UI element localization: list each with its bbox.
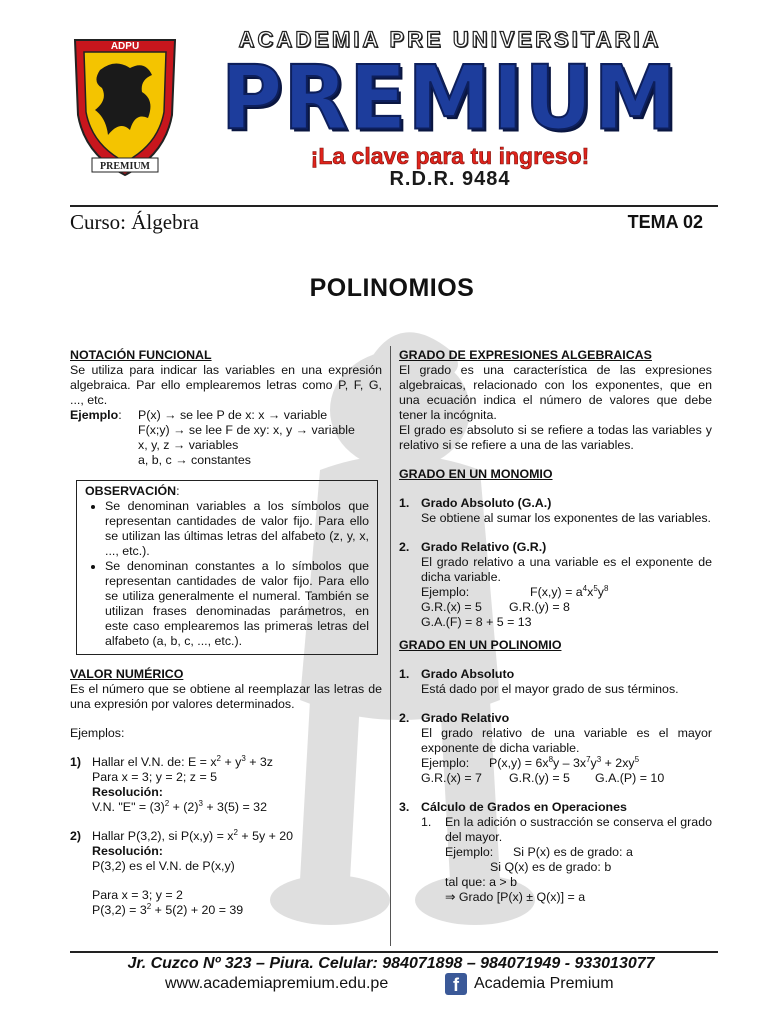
example-2: 2) Hallar P(3,2), si $P(x,y) = x^2 + 5y + 20$ Resolución: P(3,2) es el V.N. de P(x,y) Para x = 3; y = 2 $P(3,2) = 3^2 + 5(2) + 20 = 39$ bbox=[70, 827, 294, 917]
mono-2-text: El grado relativo a una variable es el exponente de dicha variable. bbox=[421, 555, 712, 584]
ejemplo-block: Ejemplo: P(x) → se lee P de x: x → variable F(x;y) → se lee F de xy: x, y → variable x, y, z → variables a, b, c → constantes bbox=[70, 408, 355, 467]
course-label: Curso: Álgebra bbox=[70, 210, 199, 234]
polinomio-item-3: 3. Cálculo de Grados en Operaciones 1. En la adición o sustracción se conserva el grado del mayor. Ejemplo: Si P(x) es de grado: a Si Q(x) es de grado: b tal que: a > b ⇒ Grado [P(x) ± Q(x)] = a bbox=[399, 800, 712, 904]
mono-1-title: Grado Absoluto (G.A.) bbox=[421, 496, 552, 510]
polinomio-item-1: 1. Grado Absoluto Está dado por el mayor grado de sus términos. bbox=[399, 667, 712, 697]
resolucion-label: Resolución bbox=[92, 785, 159, 799]
poli-3-title: Cálculo de Grados en Operaciones bbox=[421, 800, 627, 814]
notacion-text: Se utiliza para indicar las variables en una expresión algebraica. Par ello emplearemos letras como P, F, G, ..., etc. bbox=[70, 363, 382, 407]
ex2-values: Para x = 3; y = 2 bbox=[92, 888, 183, 902]
poli-3-p: Si P(x) es de grado: a bbox=[513, 845, 633, 859]
poli-2-title: Grado Relativo bbox=[421, 711, 510, 725]
obs-heading: OBSERVACIÓN bbox=[85, 484, 177, 498]
monomio-item-1: 1. Grado Absoluto (G.A.) Se obtiene al sumar los exponentes de las variables. bbox=[399, 496, 711, 525]
resolucion-label: Resolución bbox=[92, 844, 159, 858]
ex2-statement: Hallar P(3,2), si P(x,y) = x bbox=[92, 829, 234, 843]
mono-2-ga: G.A.(F) = 8 + 5 = 13 bbox=[421, 615, 532, 629]
ex2-result: P(3,2) = 3 bbox=[92, 903, 147, 917]
monomio-item-2: 2. Grado Relativo (G.R.) El grado relativo a una variable es el exponente de dicha variable. Ejemplo: $F(x,y) = a^4x^5y^8$ G.R.(x) = 5 G.R.(y) = 8 G.A.(F) = 8 + 5 = 13 bbox=[399, 540, 712, 629]
ex2-note: P(3,2) es el V.N. de P(x,y) bbox=[92, 859, 235, 873]
footer-divider bbox=[70, 951, 718, 953]
valor-heading: VALOR NUMÉRICO bbox=[70, 667, 184, 681]
ejemplo-line: x, y, z → variables bbox=[138, 438, 239, 452]
grado-text-1: El grado es una característica de las expresiones algebraicas, relacionado con los exponentes, que en una ecuación indica el número de valores que debe tener la incógnita. bbox=[399, 363, 712, 422]
facebook-icon[interactable]: f bbox=[445, 973, 467, 995]
footer-address: Jr. Cuzco Nº 323 – Piura. Celular: 984071898 – 984071949 - 933013077 bbox=[127, 955, 655, 972]
ex1-values: Para x = 3; y = 2; z = 5 bbox=[92, 770, 218, 784]
facebook-page-name[interactable]: Academia Premium bbox=[474, 975, 614, 992]
poli-2-ga: G.A.(P) = 10 bbox=[595, 771, 665, 785]
shield-bottom-text: PREMIUM bbox=[100, 161, 150, 172]
poli-2-gry: G.R.(y) = 5 bbox=[509, 771, 570, 785]
slogan: ¡La clave para tu ingreso! bbox=[310, 143, 590, 169]
poli-3-ejemplo: Ejemplo: bbox=[445, 845, 494, 859]
notacion-heading: NOTACIÓN FUNCIONAL bbox=[70, 348, 212, 362]
obs-item: • Se denominan constantes a lo símbolos que representan cantidades de valor fijo. Para ello se utiliza generalmente el numeral. También se utilizan frases denominadas parámetros, en este caso emplearemos las primeras letras del alfabeto (a, b, c, ..., etc.). bbox=[105, 559, 369, 649]
polinomio-item-2: 2. Grado Relativo El grado relativo de una variable es el mayor exponente de dicha variable. Ejemplo: $P(x,y) = 6x^8y - 3x^7y^3 + 2xy^5$ G.R.(x) = 7 G.R.(y) = 5 G.A.(P) = 10 bbox=[399, 711, 712, 785]
polinomio-heading: GRADO EN UN POLINOMIO bbox=[399, 638, 562, 652]
poli-3-q: Si Q(x) es de grado: b bbox=[490, 860, 612, 874]
ejemplo-label: Ejemplo bbox=[70, 408, 119, 422]
brand-title: PREMIUM bbox=[220, 46, 679, 150]
monomio-heading: GRADO EN UN MONOMIO bbox=[399, 467, 553, 481]
example-1: 1) Hallar el V.N. de: $E = x^2 + y^3 + 3z$ Para x = 3; y = 2; z = 5 Resolución: V.N. "E" = $(3)^2 + (2)^3 + 3(5) = 32$ bbox=[70, 753, 273, 814]
academy-name: ACADEMIA PRE UNIVERSITARIA bbox=[238, 27, 662, 52]
obs-item: • Se denominan variables a los símbolos que representan cantidades de valor fijo. Para ello se utilizan las últimas letras del alfabeto (z, y, x, ..., etc.). bbox=[105, 499, 369, 559]
header-divider bbox=[70, 205, 718, 207]
mono-1-text: Se obtiene al sumar los exponentes de las variables. bbox=[421, 511, 711, 525]
shield-top-text: ADPU bbox=[110, 41, 140, 52]
mono-2-ejemplo: Ejemplo: bbox=[421, 585, 470, 599]
mono-2-grx: G.R.(x) = 5 bbox=[421, 600, 482, 614]
mono-2-formula: F(x,y) = a bbox=[530, 585, 583, 599]
poli-3-sub-text: En la adición o sustracción se conserva el grado del mayor. bbox=[445, 815, 712, 844]
left-column bbox=[70, 348, 382, 918]
observation-box: OBSERVACIÓN: • Se denominan variables a los símbolos que representan cantidades de valor fijo. Para ello se utilizan las últimas letras del alfabeto (z, y, x, ..., etc.). • Se denominan constantes a lo símbolos que representan cantidades de valor fijo. Para ello se utiliza generalmente el numeral. También se utilizan frases denominadas parámetros, en este caso emplearemos las primeras letras del alfabeto (a, b, c, ..., etc.). bbox=[76, 480, 378, 655]
poli-2-ejemplo: Ejemplo: bbox=[421, 756, 470, 770]
right-column bbox=[399, 348, 712, 905]
page-title: POLINOMIOS bbox=[309, 274, 475, 302]
poli-2-formula: P(x,y) = 6x bbox=[489, 756, 549, 770]
poli-3-tal: tal que: a > b bbox=[445, 875, 517, 889]
ex1-result: V.N. "E" = (3) bbox=[92, 800, 165, 814]
column-divider bbox=[390, 346, 391, 946]
ejemplo-line: P(x) → se lee P de x: x → variable bbox=[138, 408, 328, 422]
mono-2-title: Grado Relativo (G.R.) bbox=[421, 540, 547, 554]
ejemplos-label: Ejemplos: bbox=[70, 726, 125, 740]
poli-2-text: El grado relativo de una variable es el mayor exponente de dicha variable. bbox=[421, 726, 712, 755]
poli-1-text: Está dado por el mayor grado de sus términos. bbox=[421, 682, 679, 696]
grado-text-2: El grado es absoluto si se refiere a todas las variables y relativo si se refiere a una de las variables. bbox=[399, 423, 712, 452]
poli-2-grx: G.R.(x) = 7 bbox=[421, 771, 482, 785]
poli-3-res: ⇒ Grado [P(x) ± Q(x)] = a bbox=[445, 890, 586, 904]
ex1-statement: Hallar el V.N. de: E = x bbox=[92, 755, 217, 769]
poli-1-title: Grado Absoluto bbox=[421, 667, 515, 681]
website-link[interactable]: www.academiapremium.edu.pe bbox=[165, 975, 389, 992]
topic-label: TEMA 02 bbox=[627, 212, 703, 232]
registration-number: R.D.R. 9484 bbox=[389, 168, 511, 190]
mono-2-gry: G.R.(y) = 8 bbox=[509, 600, 570, 614]
ejemplo-line: F(x;y) → se lee F de xy: x, y → variable bbox=[138, 423, 355, 437]
academy-shield-logo bbox=[70, 30, 180, 180]
ejemplo-line: a, b, c → constantes bbox=[138, 453, 251, 467]
valor-text: Es el número que se obtiene al reemplazar las letras de una expresión por valores determinados. bbox=[70, 682, 382, 711]
grado-heading: GRADO DE EXPRESIONES ALGEBRAICAS bbox=[399, 348, 652, 362]
